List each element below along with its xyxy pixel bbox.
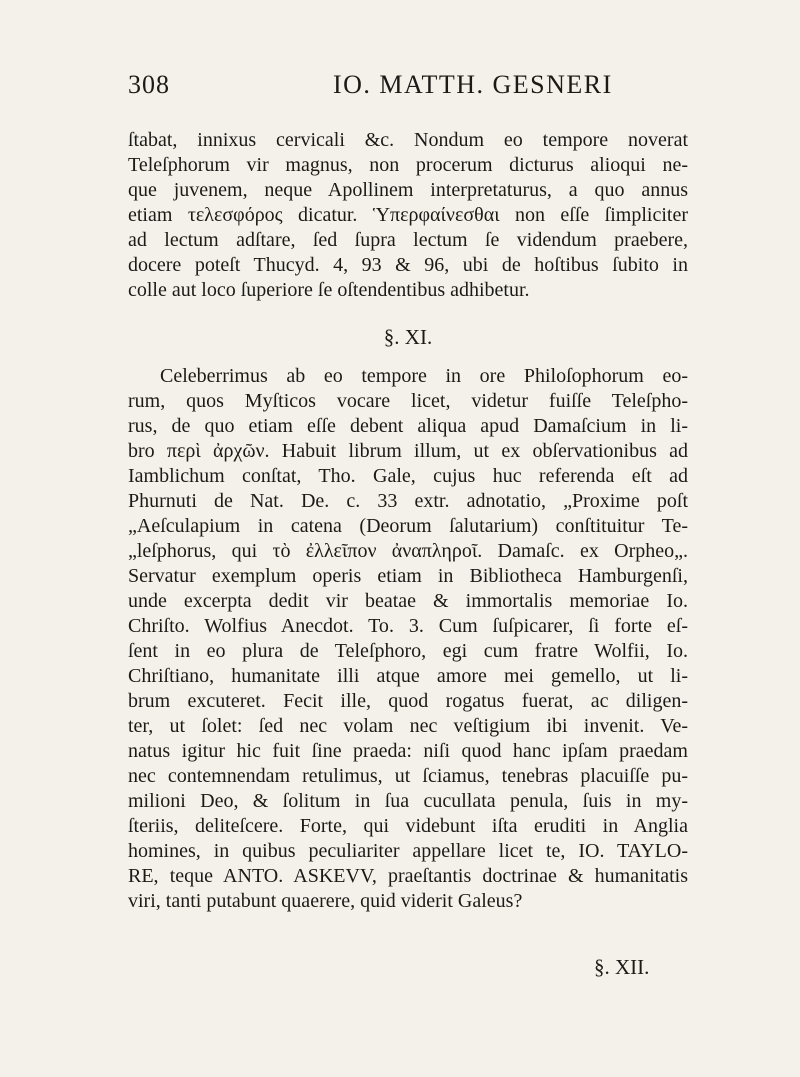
text-line: bro περὶ ἀρχῶν. Habuit librum illum, ut ex obſervationibus ad [128,440,688,462]
body-text [128,128,688,914]
text-line: rum, quos Myſticos vocare licet, videtur fuiſſe Teleſpho- [128,390,688,412]
page-header [128,70,688,110]
text-line: „Aeſculapium in catena (Deorum ſalutarium) conſtituitur Te- [128,515,688,537]
page-number: 308 [128,70,170,99]
next-section-catchword: §. XII. [594,955,650,979]
text-line: Chriſto. Wolfius Anecdot. To. 3. Cum ſuſpicarer, ſi forte eſ- [128,615,688,637]
text-line: docere poteſt Thucyd. 4, 93 & 96, ubi de hoſtibus ſubito in [128,254,688,276]
text-line: etiam τελεσφόρος dicatur. Ὑπερφαίνεσθαι non eſſe ſimpliciter [128,204,688,226]
section-heading: §. XI. [383,325,433,349]
text-line: brum excuteret. Fecit ille, quod rogatus fuerat, ac diligen- [128,690,688,712]
text-line: colle aut loco ſuperiore ſe oſtendentibus adhibetur. [128,279,530,301]
running-head: IO. MATTH. GESNERI [333,70,613,99]
text-line: ad lectum adſtare, ſed ſupra lectum ſe videndum praebere, [128,229,688,251]
text-line: ter, ut ſolet: ſed nec volam nec veſtigium ibi invenit. Ve- [128,715,688,737]
text-line: Teleſphorum vir magnus, non procerum dicturus alioqui ne- [128,154,688,176]
text-line: natus igitur hic fuit ſine praeda: niſi quod hanc ipſam praedam [128,740,688,762]
text-line: ſent in eo plura de Teleſphoro, egi cum fratre Wolfii, Io. [128,640,688,662]
text-line: viri, tanti putabunt quaerere, quid viderit Galeus? [128,890,523,912]
text-line: rus, de quo etiam eſſe debent aliqua apud Damaſcium in li- [128,415,688,437]
text-line: que juvenem, neque Apollinem interpretaturus, a quo annus [128,179,688,201]
text-line: homines, in quibus peculiariter appellare licet te, IO. TAYLO- [128,840,688,862]
text-line: ſtabat, innixus cervicali &c. Nondum eo tempore noverat [128,129,688,151]
text-line: milioni Deo, & ſolitum in ſua cucullata penula, ſuis in my- [128,790,688,812]
text-line: Iamblichum conſtat, Tho. Gale, cujus huc referenda eſt ad [128,465,688,487]
text-line: ſteriis, deliteſcere. Forte, qui videbunt iſta eruditi in Anglia [128,815,688,837]
text-line: RE, teque ANTO. ASKEVV, praeſtantis doctrinae & humanitatis [128,865,688,887]
text-line: Chriſtiano, humanitate illi atque amore mei gemello, ut li- [128,665,688,687]
text-line: Phurnuti de Nat. De. c. 33 extr. adnotatio, „Proxime poſt [128,490,688,512]
text-line: unde excerpta dedit vir beatae & immortalis memoriae Io. [128,590,688,612]
text-line: Servatur exemplum operis etiam in Bibliotheca Hamburgenſi, [128,565,688,587]
paragraph-2 [128,364,688,914]
paragraph-1 [128,128,688,303]
text-line: „leſphorus, qui τὸ ἐλλεῖπον ἀναπληροῖ. Damaſc. ex Orpheo„. [128,540,688,562]
text-line: Celeberrimus ab eo tempore in ore Philoſophorum eo- [160,365,688,387]
text-line: nec contemnendam retulimus, ut ſciamus, tenebras placuiſſe pu- [128,765,688,787]
